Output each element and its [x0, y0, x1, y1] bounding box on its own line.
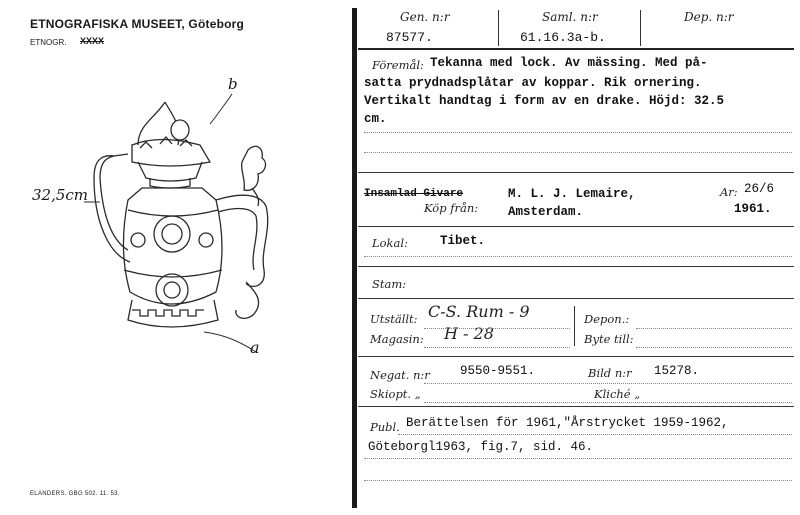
- ornament-plate-upper: [154, 216, 190, 252]
- teapot-sketch: [20, 70, 350, 370]
- museum-name: ETNOGRAFISKA MUSEET, Göteborg: [30, 17, 245, 31]
- seller-name: M. L. J. Lemaire,: [508, 187, 636, 201]
- magasin-value: H - 28: [444, 324, 494, 343]
- negat-label: Negat. n:r: [370, 368, 430, 382]
- utstallt-label: Utställt:: [370, 312, 418, 326]
- publ-line-1: Berättelsen för 1961,"Årstrycket 1959-1962,: [406, 416, 729, 430]
- saml-nr-value: 61.16.3a-b.: [520, 30, 606, 45]
- seller-place: Amsterdam.: [508, 205, 584, 219]
- acquisition-year: 1961.: [734, 202, 772, 216]
- card-divider: [352, 8, 357, 508]
- gen-nr-value: 87577.: [386, 30, 433, 45]
- etnogr-number: XXXX: [80, 36, 105, 46]
- negat-value: 9550-9551.: [460, 364, 536, 378]
- ornament-plate-lower: [156, 274, 188, 306]
- insamlad-givare-struck: Insamlad Givare: [364, 188, 464, 200]
- kop-fran-label: Köp från:: [424, 201, 479, 215]
- foremal-line-2: satta prydnadsplåtar av koppar. Rik ornering.: [364, 76, 702, 90]
- stam-label: Stam:: [372, 277, 407, 291]
- utstallt-value: C-S. Rum - 9: [428, 302, 530, 321]
- foremal-line-3: Vertikalt handtag i form av en drake. Höjd: 32.5: [364, 94, 725, 108]
- kliche-label: Kliché „: [594, 387, 641, 401]
- foremal-line-1: Tekanna med lock. Av mässing. Med på-: [430, 56, 708, 70]
- bild-value: 15278.: [654, 364, 700, 378]
- sketch-panel: [0, 0, 352, 515]
- foremal-label: Föremål:: [372, 58, 424, 72]
- etnogr-label: ETNOGR.: [30, 38, 67, 47]
- publ-line-2: Göteborgl1963, fig.7, sid. 46.: [368, 440, 594, 454]
- record-form: [358, 0, 800, 515]
- gen-nr-label: Gen. n:r: [400, 10, 450, 24]
- printer-imprint: ELANDERS. GBG 502. 11. 53.: [30, 491, 120, 497]
- dep-nr-label: Dep. n:r: [684, 10, 734, 24]
- skiopt-label: Skiopt. „: [370, 387, 421, 401]
- acquisition-date: 26/6: [744, 182, 775, 196]
- ar-label: Ar:: [720, 185, 738, 199]
- marker-b: b: [228, 75, 238, 93]
- height-annotation: 32,5cm: [32, 186, 89, 204]
- byte-till-label: Byte till:: [584, 332, 634, 346]
- teapot-body: [123, 188, 222, 304]
- marker-a: a: [250, 338, 260, 357]
- depon-label: Depon.:: [584, 312, 630, 326]
- magasin-label: Magasin:: [370, 332, 424, 346]
- foremal-line-4: cm.: [364, 112, 387, 126]
- publ-label: Publ.: [370, 420, 400, 434]
- lokal-label: Lokal:: [372, 236, 408, 250]
- bild-label: Bild n:r: [588, 366, 632, 380]
- saml-nr-label: Saml. n:r: [542, 10, 598, 24]
- lokal-value: Tibet.: [440, 234, 486, 248]
